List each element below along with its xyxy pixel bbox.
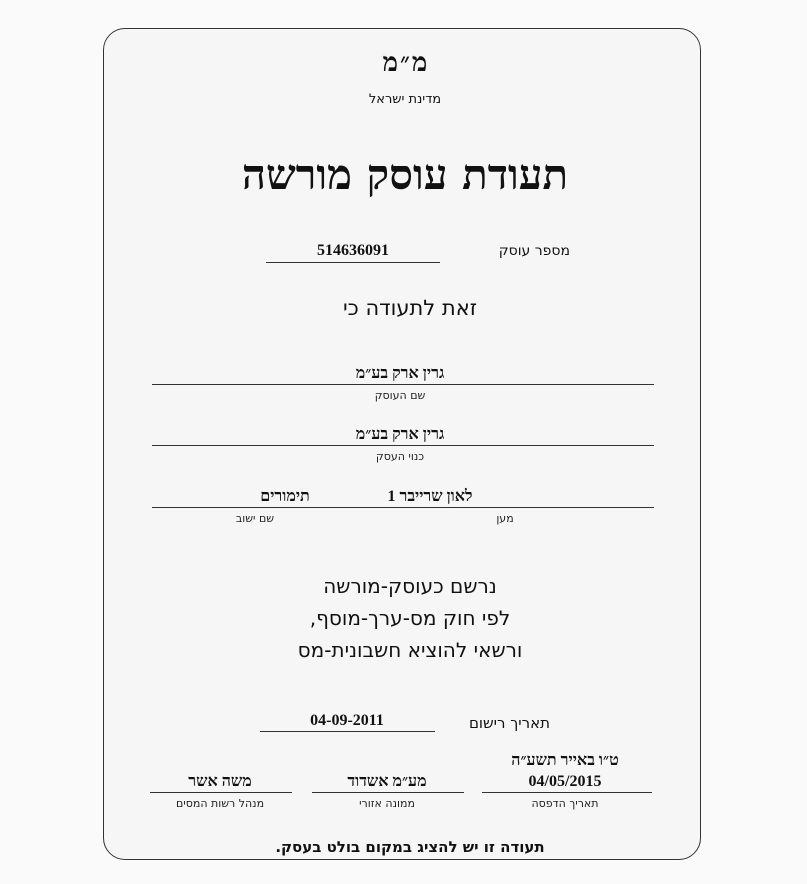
director-line	[150, 792, 292, 793]
registration-date-line	[260, 731, 435, 732]
certify-text: זאת לתעודה כי	[342, 296, 478, 320]
address-caption: מען	[496, 512, 514, 525]
print-date-value: 04/05/2015	[528, 773, 602, 790]
footer-notice: תעודה זו יש להציג במקום בולט בעסק.	[275, 838, 545, 856]
print-date-caption: תאריך הדפסה	[531, 797, 599, 810]
business-number-value: 514636091	[317, 242, 389, 259]
print-date-hebrew: ט״ו באייר תשע״ה	[511, 752, 619, 769]
page-title: תעודת עוסק מורשה	[241, 150, 569, 199]
director-value: משה אשר	[188, 773, 252, 790]
owner-name-caption: שם העוסק	[374, 389, 426, 402]
address-line	[152, 507, 654, 508]
statement-line-2: לפי חוק מס-ערך-מוסף,	[309, 606, 511, 630]
business-number-line	[266, 262, 440, 263]
business-name-line	[152, 445, 654, 446]
address-value: לאון שרייבר 1	[387, 488, 473, 505]
business-number-label: מספר עוסק	[498, 243, 570, 259]
director-caption: מנהל רשות המסים	[175, 797, 265, 810]
registration-date-label: תאריך רישום	[468, 714, 550, 732]
statement-line-3: ורשאי להוציא חשבונית-מס	[297, 638, 523, 662]
city-value: תימורים	[260, 488, 310, 505]
office-line	[312, 792, 464, 793]
owner-name-line	[152, 384, 654, 385]
owner-name-value: גרין ארק בע״מ	[355, 365, 445, 382]
statement-line-1: נרשם כעוסק-מורשה	[323, 574, 497, 598]
logo-icon: מ״מ	[382, 48, 430, 78]
country-name: מדינת ישראל	[368, 92, 442, 107]
business-name-caption: כנוי העסק	[375, 450, 425, 463]
registration-date-value: 04-09-2011	[310, 712, 384, 729]
city-caption: שם ישוב	[235, 512, 275, 525]
office-caption: ממונה אזורי	[359, 797, 415, 810]
business-name-value: גרין ארק בע״מ	[355, 426, 445, 443]
office-value: מע״מ אשדוד	[347, 773, 427, 790]
print-date-line	[482, 792, 652, 793]
